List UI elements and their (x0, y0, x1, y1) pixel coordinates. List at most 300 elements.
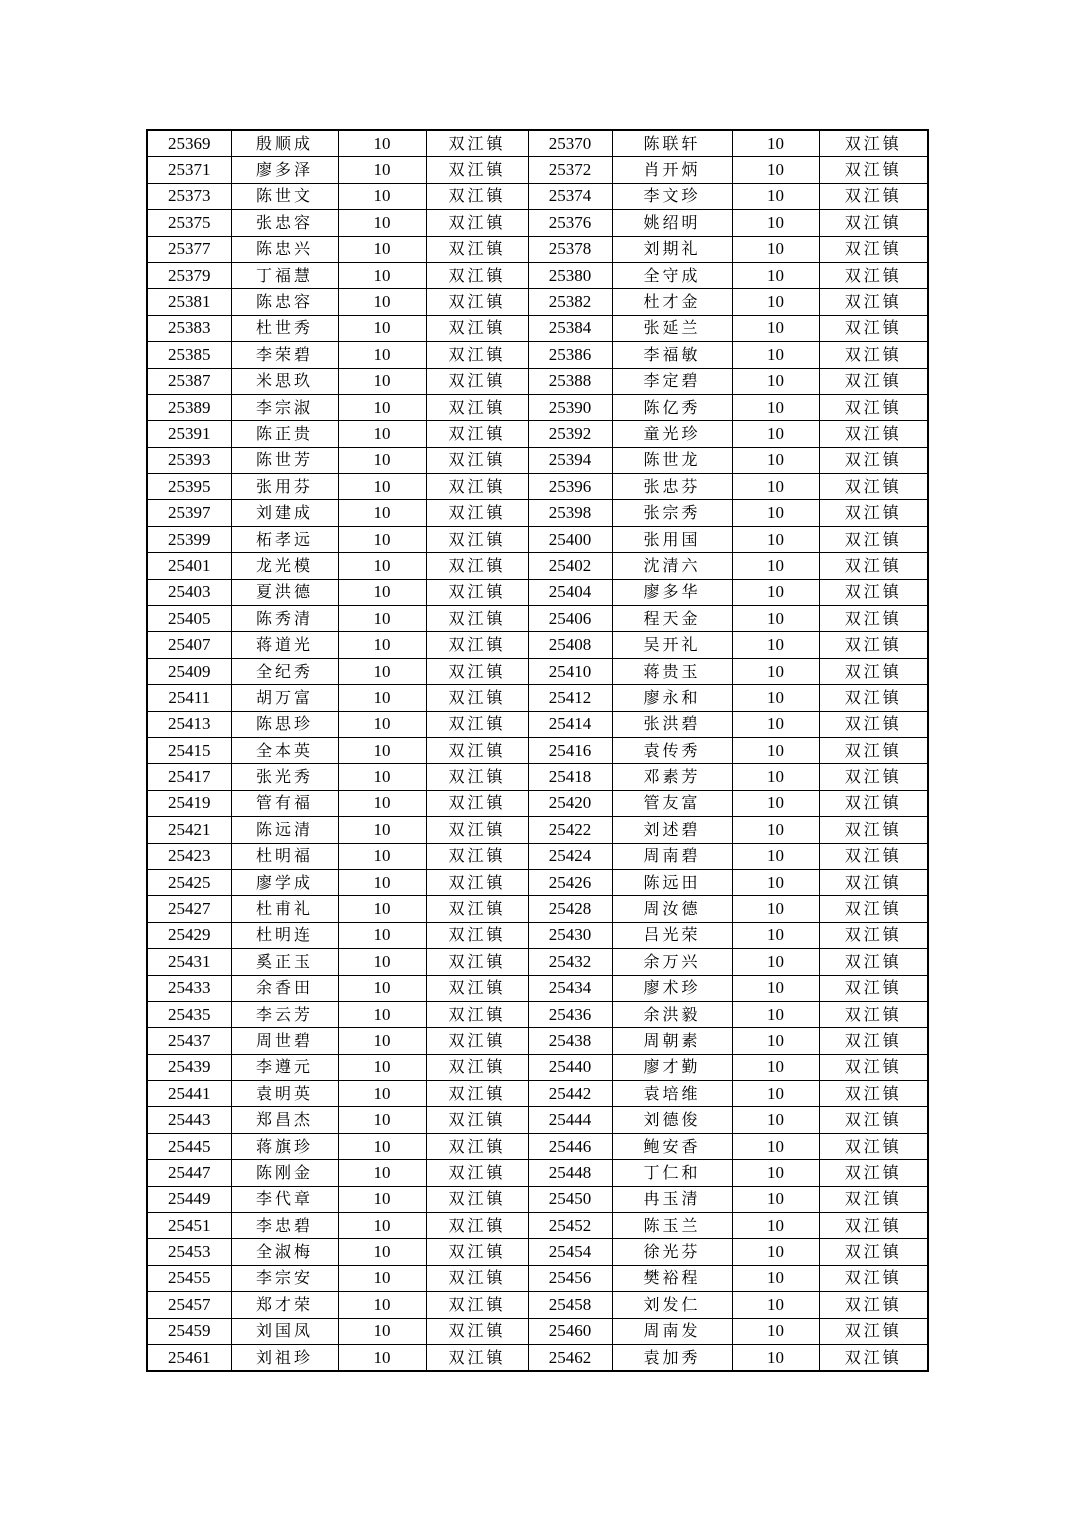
town-cell: 双江镇 (426, 447, 528, 473)
amount-cell: 10 (338, 1213, 426, 1239)
record-id-cell: 25429 (147, 922, 231, 948)
name-cell: 冉玉清 (612, 1186, 732, 1212)
record-id-cell: 25390 (528, 394, 612, 420)
name-cell: 丁仁和 (612, 1160, 732, 1186)
name-cell: 陈刚金 (231, 1160, 338, 1186)
town-cell: 双江镇 (426, 1265, 528, 1291)
town-cell: 双江镇 (819, 315, 928, 341)
name-cell: 陈远田 (612, 869, 732, 895)
roster-table (146, 129, 929, 1372)
table-row (147, 1344, 928, 1371)
town-cell: 双江镇 (819, 579, 928, 605)
amount-cell: 10 (338, 157, 426, 183)
amount-cell: 10 (732, 606, 819, 632)
town-cell: 双江镇 (819, 632, 928, 658)
record-id-cell: 25371 (147, 157, 231, 183)
town-cell: 双江镇 (426, 579, 528, 605)
name-cell: 刘述碧 (612, 817, 732, 843)
name-cell: 陈远清 (231, 817, 338, 843)
town-cell: 双江镇 (426, 975, 528, 1001)
name-cell: 陈忠兴 (231, 236, 338, 262)
name-cell: 张忠容 (231, 210, 338, 236)
town-cell: 双江镇 (819, 421, 928, 447)
amount-cell: 10 (732, 474, 819, 500)
record-id-cell: 25403 (147, 579, 231, 605)
town-cell: 双江镇 (819, 1265, 928, 1291)
town-cell: 双江镇 (426, 949, 528, 975)
town-cell: 双江镇 (819, 1292, 928, 1318)
record-id-cell: 25458 (528, 1292, 612, 1318)
town-cell: 双江镇 (426, 474, 528, 500)
name-cell: 袁传秀 (612, 737, 732, 763)
town-cell: 双江镇 (819, 764, 928, 790)
table-row (147, 1001, 928, 1027)
amount-cell: 10 (732, 1133, 819, 1159)
town-cell: 双江镇 (426, 236, 528, 262)
town-cell: 双江镇 (819, 1213, 928, 1239)
name-cell: 郑昌杰 (231, 1107, 338, 1133)
record-id-cell: 25456 (528, 1265, 612, 1291)
name-cell: 廖学成 (231, 869, 338, 895)
amount-cell: 10 (732, 526, 819, 552)
town-cell: 双江镇 (819, 342, 928, 368)
name-cell: 殷顺成 (231, 130, 338, 157)
town-cell: 双江镇 (819, 368, 928, 394)
name-cell: 廖才勤 (612, 1054, 732, 1080)
amount-cell: 10 (338, 632, 426, 658)
town-cell: 双江镇 (819, 1318, 928, 1344)
record-id-cell: 25404 (528, 579, 612, 605)
table-row (147, 685, 928, 711)
amount-cell: 10 (732, 632, 819, 658)
amount-cell: 10 (732, 289, 819, 315)
record-id-cell: 25441 (147, 1081, 231, 1107)
amount-cell: 10 (732, 1292, 819, 1318)
table-row (147, 658, 928, 684)
record-id-cell: 25408 (528, 632, 612, 658)
record-id-cell: 25401 (147, 553, 231, 579)
amount-cell: 10 (338, 579, 426, 605)
amount-cell: 10 (732, 210, 819, 236)
amount-cell: 10 (338, 1028, 426, 1054)
record-id-cell: 25450 (528, 1186, 612, 1212)
amount-cell: 10 (338, 764, 426, 790)
name-cell: 陈思珍 (231, 711, 338, 737)
name-cell: 吕光荣 (612, 922, 732, 948)
record-id-cell: 25449 (147, 1186, 231, 1212)
amount-cell: 10 (732, 1213, 819, 1239)
record-id-cell: 25409 (147, 658, 231, 684)
amount-cell: 10 (338, 1344, 426, 1371)
table-row (147, 1054, 928, 1080)
name-cell: 全纪秀 (231, 658, 338, 684)
town-cell: 双江镇 (819, 737, 928, 763)
town-cell: 双江镇 (426, 500, 528, 526)
town-cell: 双江镇 (426, 1107, 528, 1133)
town-cell: 双江镇 (819, 1133, 928, 1159)
record-id-cell: 25432 (528, 949, 612, 975)
table-row (147, 1318, 928, 1344)
table-row (147, 632, 928, 658)
record-id-cell: 25454 (528, 1239, 612, 1265)
amount-cell: 10 (732, 896, 819, 922)
amount-cell: 10 (732, 1344, 819, 1371)
town-cell: 双江镇 (426, 843, 528, 869)
town-cell: 双江镇 (819, 869, 928, 895)
name-cell: 陈忠容 (231, 289, 338, 315)
town-cell: 双江镇 (426, 368, 528, 394)
record-id-cell: 25433 (147, 975, 231, 1001)
amount-cell: 10 (338, 896, 426, 922)
town-cell: 双江镇 (426, 394, 528, 420)
town-cell: 双江镇 (819, 658, 928, 684)
amount-cell: 10 (732, 949, 819, 975)
table-row (147, 606, 928, 632)
record-id-cell: 25431 (147, 949, 231, 975)
town-cell: 双江镇 (819, 500, 928, 526)
record-id-cell: 25452 (528, 1213, 612, 1239)
amount-cell: 10 (338, 790, 426, 816)
town-cell: 双江镇 (426, 1318, 528, 1344)
record-id-cell: 25462 (528, 1344, 612, 1371)
record-id-cell: 25388 (528, 368, 612, 394)
amount-cell: 10 (338, 711, 426, 737)
record-id-cell: 25424 (528, 843, 612, 869)
town-cell: 双江镇 (426, 896, 528, 922)
town-cell: 双江镇 (819, 183, 928, 209)
town-cell: 双江镇 (819, 1081, 928, 1107)
name-cell: 余香田 (231, 975, 338, 1001)
record-id-cell: 25416 (528, 737, 612, 763)
name-cell: 蒋旗珍 (231, 1133, 338, 1159)
name-cell: 张宗秀 (612, 500, 732, 526)
table-row (147, 1028, 928, 1054)
record-id-cell: 25460 (528, 1318, 612, 1344)
amount-cell: 10 (338, 315, 426, 341)
name-cell: 邓素芳 (612, 764, 732, 790)
record-id-cell: 25423 (147, 843, 231, 869)
name-cell: 全淑梅 (231, 1239, 338, 1265)
town-cell: 双江镇 (426, 685, 528, 711)
amount-cell: 10 (732, 421, 819, 447)
amount-cell: 10 (732, 790, 819, 816)
name-cell: 李代章 (231, 1186, 338, 1212)
record-id-cell: 25459 (147, 1318, 231, 1344)
town-cell: 双江镇 (819, 1186, 928, 1212)
table-row (147, 289, 928, 315)
amount-cell: 10 (732, 447, 819, 473)
table-row (147, 711, 928, 737)
name-cell: 杜明连 (231, 922, 338, 948)
town-cell: 双江镇 (426, 1081, 528, 1107)
name-cell: 刘建成 (231, 500, 338, 526)
table-row (147, 1160, 928, 1186)
amount-cell: 10 (338, 130, 426, 157)
record-id-cell: 25451 (147, 1213, 231, 1239)
record-id-cell: 25455 (147, 1265, 231, 1291)
record-id-cell: 25447 (147, 1160, 231, 1186)
name-cell: 周汝德 (612, 896, 732, 922)
table-row (147, 421, 928, 447)
name-cell: 李宗淑 (231, 394, 338, 420)
name-cell: 李荣碧 (231, 342, 338, 368)
record-id-cell: 25383 (147, 315, 231, 341)
amount-cell: 10 (338, 975, 426, 1001)
table-row (147, 843, 928, 869)
town-cell: 双江镇 (819, 130, 928, 157)
table-row (147, 526, 928, 552)
name-cell: 夏洪德 (231, 579, 338, 605)
table-row (147, 869, 928, 895)
record-id-cell: 25439 (147, 1054, 231, 1080)
town-cell: 双江镇 (819, 474, 928, 500)
town-cell: 双江镇 (426, 1239, 528, 1265)
table-row (147, 447, 928, 473)
record-id-cell: 25440 (528, 1054, 612, 1080)
table-row (147, 1265, 928, 1291)
town-cell: 双江镇 (426, 1292, 528, 1318)
amount-cell: 10 (732, 1318, 819, 1344)
record-id-cell: 25438 (528, 1028, 612, 1054)
name-cell: 管友富 (612, 790, 732, 816)
amount-cell: 10 (732, 579, 819, 605)
town-cell: 双江镇 (819, 1344, 928, 1371)
record-id-cell: 25417 (147, 764, 231, 790)
name-cell: 程天金 (612, 606, 732, 632)
amount-cell: 10 (732, 130, 819, 157)
name-cell: 张光秀 (231, 764, 338, 790)
town-cell: 双江镇 (426, 553, 528, 579)
record-id-cell: 25369 (147, 130, 231, 157)
name-cell: 全本英 (231, 737, 338, 763)
amount-cell: 10 (338, 1054, 426, 1080)
town-cell: 双江镇 (819, 157, 928, 183)
name-cell: 余万兴 (612, 949, 732, 975)
name-cell: 陈世文 (231, 183, 338, 209)
amount-cell: 10 (338, 1160, 426, 1186)
record-id-cell: 25384 (528, 315, 612, 341)
record-id-cell: 25414 (528, 711, 612, 737)
amount-cell: 10 (732, 394, 819, 420)
name-cell: 周南发 (612, 1318, 732, 1344)
name-cell: 陈秀清 (231, 606, 338, 632)
amount-cell: 10 (338, 1265, 426, 1291)
town-cell: 双江镇 (426, 869, 528, 895)
amount-cell: 10 (338, 1239, 426, 1265)
amount-cell: 10 (732, 685, 819, 711)
amount-cell: 10 (338, 210, 426, 236)
amount-cell: 10 (732, 157, 819, 183)
amount-cell: 10 (338, 289, 426, 315)
table-row (147, 764, 928, 790)
table-row (147, 500, 928, 526)
name-cell: 李宗安 (231, 1265, 338, 1291)
town-cell: 双江镇 (426, 790, 528, 816)
amount-cell: 10 (732, 711, 819, 737)
amount-cell: 10 (338, 606, 426, 632)
amount-cell: 10 (732, 843, 819, 869)
name-cell: 李云芳 (231, 1001, 338, 1027)
name-cell: 肖开炳 (612, 157, 732, 183)
record-id-cell: 25379 (147, 262, 231, 288)
amount-cell: 10 (732, 183, 819, 209)
table-row (147, 394, 928, 420)
town-cell: 双江镇 (819, 922, 928, 948)
amount-cell: 10 (732, 975, 819, 1001)
name-cell: 廖术珍 (612, 975, 732, 1001)
amount-cell: 10 (338, 949, 426, 975)
amount-cell: 10 (338, 685, 426, 711)
record-id-cell: 25446 (528, 1133, 612, 1159)
name-cell: 廖多泽 (231, 157, 338, 183)
name-cell: 杜甫礼 (231, 896, 338, 922)
amount-cell: 10 (338, 421, 426, 447)
amount-cell: 10 (338, 474, 426, 500)
table-row (147, 579, 928, 605)
amount-cell: 10 (338, 500, 426, 526)
record-id-cell: 25419 (147, 790, 231, 816)
record-id-cell: 25407 (147, 632, 231, 658)
name-cell: 郑才荣 (231, 1292, 338, 1318)
name-cell: 全守成 (612, 262, 732, 288)
record-id-cell: 25428 (528, 896, 612, 922)
name-cell: 廖永和 (612, 685, 732, 711)
record-id-cell: 25370 (528, 130, 612, 157)
record-id-cell: 25375 (147, 210, 231, 236)
table-row (147, 1133, 928, 1159)
town-cell: 双江镇 (426, 632, 528, 658)
amount-cell: 10 (732, 869, 819, 895)
name-cell: 陈亿秀 (612, 394, 732, 420)
town-cell: 双江镇 (819, 394, 928, 420)
town-cell: 双江镇 (819, 975, 928, 1001)
record-id-cell: 25399 (147, 526, 231, 552)
name-cell: 柘孝远 (231, 526, 338, 552)
record-id-cell: 25385 (147, 342, 231, 368)
name-cell: 周世碧 (231, 1028, 338, 1054)
town-cell: 双江镇 (426, 315, 528, 341)
amount-cell: 10 (338, 447, 426, 473)
name-cell: 陈世龙 (612, 447, 732, 473)
table-row (147, 896, 928, 922)
amount-cell: 10 (338, 1318, 426, 1344)
town-cell: 双江镇 (819, 817, 928, 843)
name-cell: 陈正贵 (231, 421, 338, 447)
name-cell: 李忠碧 (231, 1213, 338, 1239)
name-cell: 奚正玉 (231, 949, 338, 975)
table-row (147, 262, 928, 288)
name-cell: 廖多华 (612, 579, 732, 605)
name-cell: 樊裕程 (612, 1265, 732, 1291)
name-cell: 吴开礼 (612, 632, 732, 658)
amount-cell: 10 (338, 368, 426, 394)
town-cell: 双江镇 (819, 1239, 928, 1265)
town-cell: 双江镇 (426, 157, 528, 183)
amount-cell: 10 (338, 922, 426, 948)
record-id-cell: 25378 (528, 236, 612, 262)
record-id-cell: 25448 (528, 1160, 612, 1186)
table-row (147, 1239, 928, 1265)
town-cell: 双江镇 (426, 1213, 528, 1239)
record-id-cell: 25422 (528, 817, 612, 843)
town-cell: 双江镇 (819, 1107, 928, 1133)
record-id-cell: 25380 (528, 262, 612, 288)
town-cell: 双江镇 (426, 817, 528, 843)
table-row (147, 130, 928, 157)
amount-cell: 10 (338, 817, 426, 843)
town-cell: 双江镇 (819, 262, 928, 288)
town-cell: 双江镇 (819, 210, 928, 236)
amount-cell: 10 (732, 658, 819, 684)
record-id-cell: 25400 (528, 526, 612, 552)
record-id-cell: 25436 (528, 1001, 612, 1027)
amount-cell: 10 (338, 553, 426, 579)
record-id-cell: 25435 (147, 1001, 231, 1027)
town-cell: 双江镇 (426, 289, 528, 315)
table-row (147, 949, 928, 975)
record-id-cell: 25434 (528, 975, 612, 1001)
town-cell: 双江镇 (426, 711, 528, 737)
table-row (147, 157, 928, 183)
name-cell: 刘期礼 (612, 236, 732, 262)
table-row (147, 210, 928, 236)
amount-cell: 10 (338, 658, 426, 684)
amount-cell: 10 (732, 1081, 819, 1107)
town-cell: 双江镇 (426, 737, 528, 763)
roster-body (147, 130, 928, 1371)
name-cell: 李定碧 (612, 368, 732, 394)
table-row (147, 474, 928, 500)
name-cell: 童光珍 (612, 421, 732, 447)
name-cell: 陈联轩 (612, 130, 732, 157)
name-cell: 鲍安香 (612, 1133, 732, 1159)
town-cell: 双江镇 (426, 1133, 528, 1159)
town-cell: 双江镇 (426, 526, 528, 552)
amount-cell: 10 (732, 764, 819, 790)
record-id-cell: 25394 (528, 447, 612, 473)
record-id-cell: 25393 (147, 447, 231, 473)
amount-cell: 10 (338, 236, 426, 262)
record-id-cell: 25395 (147, 474, 231, 500)
town-cell: 双江镇 (819, 1001, 928, 1027)
table-row (147, 1292, 928, 1318)
amount-cell: 10 (338, 1001, 426, 1027)
amount-cell: 10 (732, 1160, 819, 1186)
town-cell: 双江镇 (426, 1344, 528, 1371)
record-id-cell: 25412 (528, 685, 612, 711)
name-cell: 张用国 (612, 526, 732, 552)
town-cell: 双江镇 (426, 130, 528, 157)
record-id-cell: 25402 (528, 553, 612, 579)
town-cell: 双江镇 (426, 262, 528, 288)
name-cell: 陈玉兰 (612, 1213, 732, 1239)
record-id-cell: 25386 (528, 342, 612, 368)
record-id-cell: 25442 (528, 1081, 612, 1107)
table-row (147, 975, 928, 1001)
record-id-cell: 25410 (528, 658, 612, 684)
name-cell: 杜明福 (231, 843, 338, 869)
record-id-cell: 25415 (147, 737, 231, 763)
table-row (147, 236, 928, 262)
record-id-cell: 25406 (528, 606, 612, 632)
record-id-cell: 25426 (528, 869, 612, 895)
record-id-cell: 25421 (147, 817, 231, 843)
amount-cell: 10 (732, 1265, 819, 1291)
amount-cell: 10 (732, 922, 819, 948)
name-cell: 周南碧 (612, 843, 732, 869)
record-id-cell: 25377 (147, 236, 231, 262)
name-cell: 张洪碧 (612, 711, 732, 737)
